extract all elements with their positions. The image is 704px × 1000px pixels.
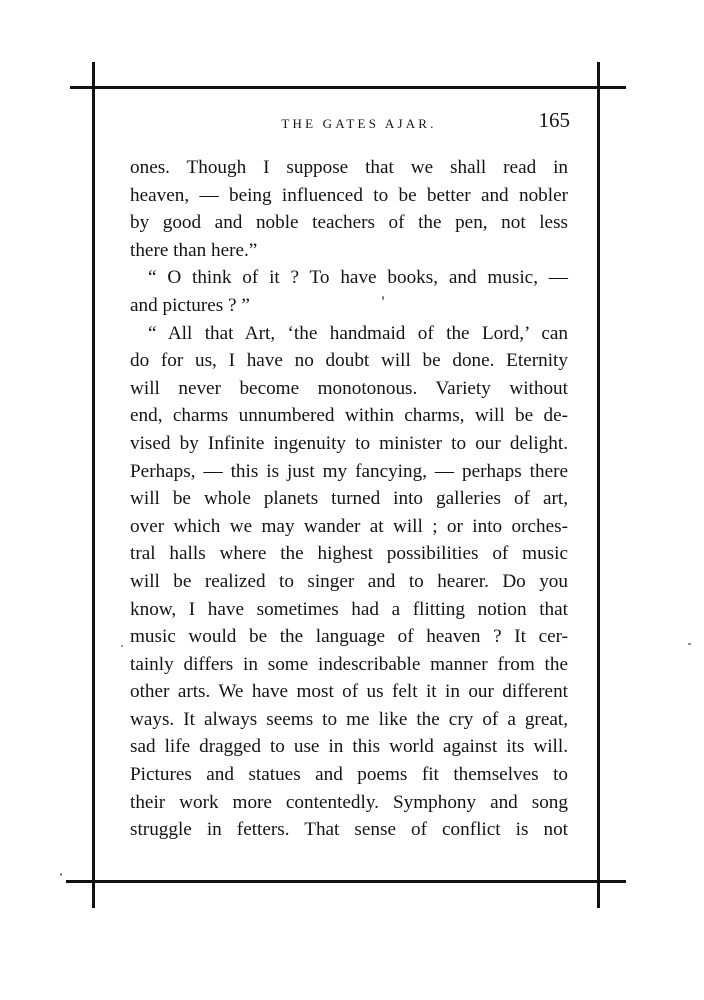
text-line: tral halls where the highest possibilities of music — [130, 543, 568, 565]
text-line: do for us, I have no doubt will be done. Eternity — [130, 350, 568, 372]
text-line: Pictures and statues and poems fit themselves to — [130, 764, 568, 786]
scan-speck — [121, 645, 123, 647]
frame-right-rule — [597, 62, 600, 908]
text-line: ones. Though I suppose that we shall read in — [130, 157, 568, 178]
text-line: will be realized to singer and to hearer. Do you — [130, 570, 568, 592]
text-line: “ O think of it ? To have books, and music, — — [148, 267, 568, 289]
running-title: THE GATES AJAR. — [281, 116, 437, 131]
text-line: music would be the language of heaven ? It cer- — [130, 626, 568, 648]
text-line: vised by Infinite ingenuity to minister to our delight. — [130, 432, 568, 454]
text-line: sad life dragged to use in this world against its will. — [130, 736, 568, 758]
text-line: over which we may wander at will ; or into orches- — [130, 515, 568, 537]
text-line: struggle in fetters. That sense of conflict is not — [130, 819, 568, 841]
scan-speck — [688, 643, 691, 645]
body-text — [130, 154, 568, 844]
frame-top-rule — [70, 86, 626, 89]
text-line: ways. It always seems to me like the cry of a great, — [130, 708, 568, 730]
text-line: their work more contentedly. Symphony and song — [130, 791, 568, 813]
text-line: end, charms unnumbered within charms, will be de- — [130, 405, 568, 427]
frame-bottom-rule — [66, 880, 626, 883]
page-header — [130, 106, 570, 136]
text-line: there than here.” — [130, 239, 258, 261]
text-line: tainly differs in some indescribable manner from the — [130, 653, 568, 675]
frame-left-rule — [92, 62, 95, 908]
scan-speck — [382, 296, 384, 300]
text-line: heaven, — being influenced to be better and nobler — [130, 184, 568, 206]
text-line: will be whole planets turned into galleries of art, — [130, 488, 568, 510]
text-line: and pictures ? ” — [130, 294, 250, 316]
page-number: 165 — [538, 108, 570, 132]
text-line: Perhaps, — this is just my fancying, — perhaps there — [130, 460, 568, 482]
text-line: will never become monotonous. Variety without — [130, 377, 568, 399]
text-line: by good and noble teachers of the pen, not less — [130, 212, 568, 234]
text-line: other arts. We have most of us felt it in our different — [130, 681, 568, 703]
text-line: know, I have sometimes had a flitting notion that — [130, 598, 568, 620]
text-line: “ All that Art, ‘the handmaid of the Lord,’ can — [148, 322, 568, 344]
scan-speck — [60, 873, 62, 876]
